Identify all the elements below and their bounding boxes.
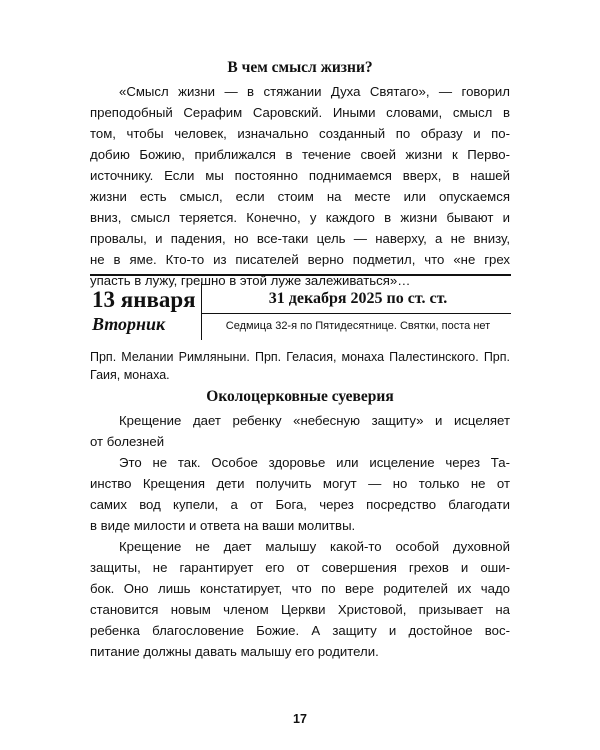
- text-line: вниз, смысл теряется. Конечно, у каждого в жизни бывают и: [90, 210, 510, 225]
- calendar-top-rule: [90, 274, 511, 276]
- text-line: бок. Оно лишь констатирует, что по вере родителей их чадо: [90, 581, 510, 596]
- paragraph-superstition-answer: [90, 452, 510, 536]
- paragraph-meaning-of-life: [90, 81, 510, 291]
- text-line: не в яме. Кто-то из писателей верно подметил, что «не грех: [90, 252, 510, 267]
- text-line: становится новым членом Церкви Христовой, призывает на: [90, 602, 510, 617]
- text-line: источнику. Если мы постоянно поднимаемся вверх, в нашей: [90, 168, 510, 183]
- calendar-week-note: Седмица 32-я по Пятидесятнице. Святки, поста нет: [225, 320, 491, 332]
- text-line: Гаия, монаха.: [90, 368, 170, 382]
- calendar-middle-rule: [201, 313, 511, 314]
- paragraph-baptism-explanation: [90, 536, 510, 662]
- text-line: самих вод купели, а от Бога, через посредство благодати: [90, 497, 510, 512]
- text-line: Прп. Мелании Римляныни. Прп. Геласия, монаха Палестинского. Прп.: [90, 350, 510, 364]
- text-line: преподобный Серафим Саровский. Иными словами, смысл в: [90, 105, 510, 120]
- text-line: жизни есть смысл, если стоим на месте или опускаемся: [90, 189, 510, 204]
- text-line: Крещение не дает малышу какой-то особой духовной: [119, 539, 510, 554]
- paragraph-superstition-claim: [90, 410, 510, 452]
- text-line: том, чтобы человек, изначально созданный по образу и по-: [90, 126, 510, 141]
- saints-of-the-day: [90, 348, 510, 384]
- calendar-vertical-rule: [201, 282, 202, 340]
- calendar-date: 13 января: [92, 287, 196, 312]
- text-line: в виде милости и ответа на ваши молитвы.: [90, 518, 356, 533]
- text-line: ребенка благословение Божие. А защиту и достойное вос-: [90, 623, 510, 638]
- text-line: Это не так. Особое здоровье или исцеление через Та-: [119, 455, 510, 470]
- text-line: добию Божию, приближался в течение своей жизни к Перво-: [90, 147, 510, 162]
- section-title-superstitions: Околоцерковные суеверия: [206, 388, 394, 405]
- text-line: провалы, и падения, но все-таки цель — наверху, а не внизу,: [90, 231, 510, 246]
- section-title-meaning-of-life: В чем смысл жизни?: [227, 59, 373, 76]
- text-line: инство Крещения дети получить могут — но только не от: [90, 476, 510, 491]
- calendar-old-style-date: 31 декабря 2025 по ст. ст.: [268, 290, 448, 307]
- text-line: защиты, не гарантирует его от совершения грехов и оши-: [90, 560, 510, 575]
- page-number: 17: [293, 712, 307, 726]
- text-line: упасть в лужу, грешно в этой луже залеживаться»…: [90, 273, 411, 288]
- text-line: от болезней: [90, 434, 165, 449]
- text-line: Крещение дает ребенку «небесную защиту» и исцеляет: [119, 413, 510, 428]
- text-line: «Смысл жизни — в стяжании Духа Святаго», — говорил: [119, 84, 510, 99]
- text-line: питание должны давать малышу его родители.: [90, 644, 379, 659]
- calendar-weekday: Вторник: [92, 314, 166, 334]
